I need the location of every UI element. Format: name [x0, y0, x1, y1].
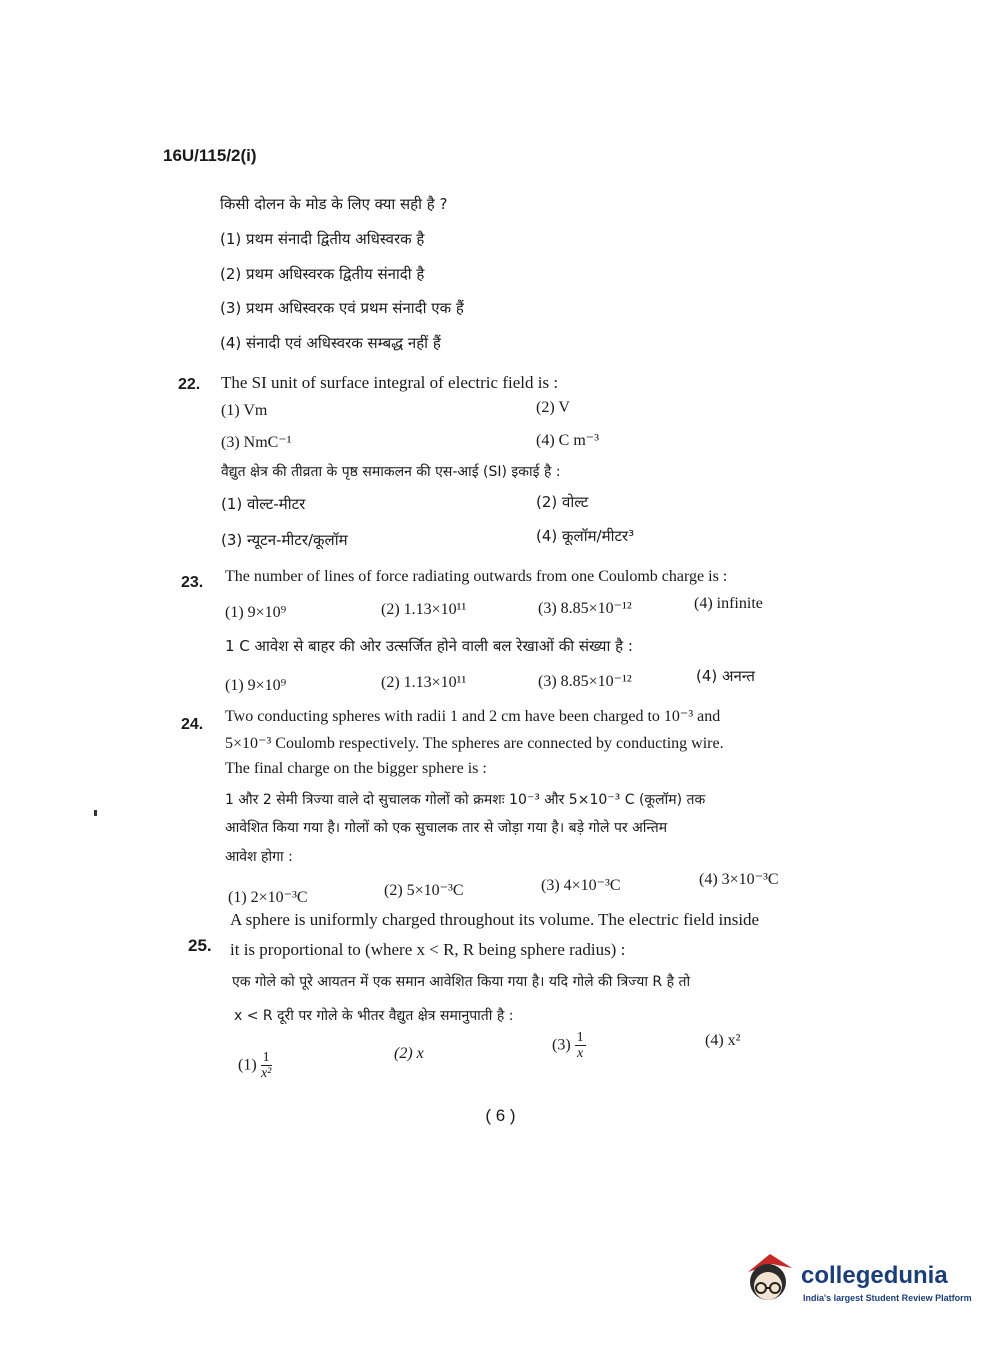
- q24-stem-hi-line1: 1 और 2 सेमी त्रिज्या वाले दो सुचालक गोलों को क्रमशः 10⁻³ और 5×10⁻³ C (कूलॉम) तक: [225, 792, 706, 808]
- q25-number: 25.: [188, 936, 212, 955]
- q23-stem-hi: 1 C आवेश से बाहर की ओर उत्सर्जित होने वाली बल रेखाओं की संख्या है :: [225, 637, 633, 655]
- q24-stem-hi-line2: आवेशित किया गया है। गोलों को एक सुचालक तार से जोड़ा गया है। बड़े गोले पर अन्तिम: [225, 820, 668, 836]
- q23-stem-en: The number of lines of force radiating outwards from one Coulomb charge is :: [225, 568, 728, 585]
- q22-number: 22.: [178, 376, 201, 393]
- q21-option-1: (1) प्रथम संनादी द्वितीय अधिस्वरक है: [220, 230, 425, 248]
- q24-stem-en-line2: 5×10⁻³ Coulomb respectively. The spheres are connected by conducting wire.: [225, 735, 724, 752]
- q22-option-1: (1) Vm: [221, 402, 268, 419]
- brand-tagline: India's largest Student Review Platform: [803, 1293, 972, 1303]
- fraction-denominator: x: [577, 1046, 584, 1062]
- q23-number: 23.: [181, 574, 204, 591]
- q21-option-4: (4) संनादी एवं अधिस्वरक सम्बद्ध नहीं हैं: [220, 334, 441, 352]
- q25-option-3: [552, 1030, 586, 1062]
- fraction-numerator: 1: [262, 1050, 270, 1065]
- q22-stem-hi: वैद्युत क्षेत्र की तीव्रता के पृष्ठ समाकलन की एस-आई (SI) इकाई है :: [221, 464, 561, 480]
- q25-stem-hi-line2: x < R दूरी पर गोले के भीतर वैद्युत क्षेत्र समानुपाती है :: [234, 1008, 514, 1024]
- q22-option-3-hi: (3) न्यूटन-मीटर/कूलॉम: [221, 531, 348, 549]
- q24-number: 24.: [181, 716, 204, 733]
- q25-stem-hi-line1: एक गोले को पूरे आयतन में एक समान आवेशित किया गया है। यदि गोले की त्रिज्या R है तो: [232, 974, 691, 990]
- q23-option-3-hi: (3) 8.85×10⁻¹²: [538, 673, 632, 690]
- q23-option-2: (2) 1.13×10¹¹: [381, 601, 467, 618]
- q25-option-1-label: (1): [238, 1056, 257, 1074]
- page-number: ( 6 ): [485, 1106, 516, 1125]
- q24-option-4: (4) 3×10⁻³C: [699, 871, 779, 888]
- q22-option-2: (2) V: [536, 399, 570, 416]
- fraction-1-over-x-squared: [261, 1050, 272, 1082]
- q23-option-3: (3) 8.85×10⁻¹²: [538, 600, 632, 617]
- q23-option-2-hi: (2) 1.13×10¹¹: [381, 674, 467, 691]
- fraction-denominator: x²: [260, 1066, 272, 1082]
- q25-stem-en-line1: A sphere is uniformly charged throughout its volume. The electric field inside: [230, 910, 760, 929]
- fraction-1-over-x: [575, 1030, 586, 1062]
- q23-option-4: (4) infinite: [694, 595, 763, 612]
- q22-option-1-hi: (1) वोल्ट-मीटर: [221, 495, 306, 513]
- q24-stem-en-line3: The final charge on the bigger sphere is :: [225, 760, 487, 777]
- q21-option-2: (2) प्रथम अधिस्वरक द्वितीय संनादी है: [220, 265, 425, 283]
- fraction-numerator: 1: [576, 1030, 584, 1045]
- q23-option-1: (1) 9×10⁹: [225, 604, 287, 621]
- q25-option-4: (4) x²: [705, 1032, 741, 1049]
- q21-option-3: (3) प्रथम अधिस्वरक एवं प्रथम संनादी एक हैं: [220, 299, 464, 317]
- q25-option-1: [238, 1050, 272, 1082]
- scan-mark: [94, 810, 97, 816]
- q25-stem-en-line2: it is proportional to (where x < R, R being sphere radius) :: [230, 940, 626, 959]
- q25-option-3-label: (3): [552, 1036, 571, 1054]
- q24-stem-en-line1: Two conducting spheres with radii 1 and 2 cm have been charged to 10⁻³ and: [225, 708, 721, 725]
- q23-option-1-hi: (1) 9×10⁹: [225, 677, 287, 694]
- q24-stem-hi-line3: आवेश होगा :: [225, 849, 293, 865]
- q23-option-4-hi: (4) अनन्त: [696, 667, 755, 685]
- q22-option-4: (4) C m⁻³: [536, 432, 600, 449]
- q24-option-2: (2) 5×10⁻³C: [384, 882, 464, 899]
- q24-option-3: (3) 4×10⁻³C: [541, 877, 621, 894]
- q22-option-3: (3) NmC⁻¹: [221, 434, 292, 451]
- q22-stem-en: The SI unit of surface integral of electric field is :: [221, 373, 559, 392]
- q22-option-2-hi: (2) वोल्ट: [536, 493, 589, 511]
- q24-option-1: (1) 2×10⁻³C: [228, 889, 308, 906]
- brand-name: collegedunia: [801, 1262, 948, 1289]
- q25-option-2: (2) x: [394, 1045, 424, 1062]
- q22-option-4-hi: (4) कूलॉम/मीटर³: [536, 527, 635, 545]
- paper-code: 16U/115/2(i): [163, 146, 257, 165]
- q21-stem-hi: किसी दोलन के मोड के लिए क्या सही है ?: [220, 195, 448, 213]
